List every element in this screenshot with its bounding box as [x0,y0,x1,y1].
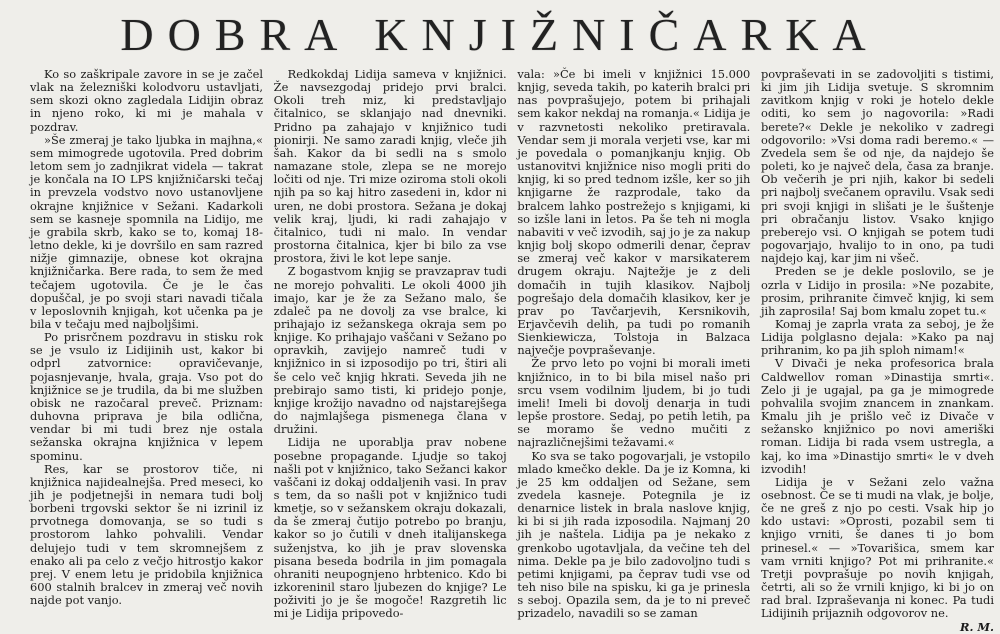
article-paragraph: vala: »Če bi imeli v knjižnici 15.000 knjig, seveda takih, po katerih bralci pri nas povprašujejo, potem bi prihajali sem kakor nekdaj na romanja.« Lidija je v razvnetosti nekoliko pretiravala. Vendar sem ji morala verjeti vse, kar mi je povedala o pomanjkanju knjig. Ob ustanovitvi knjižnice niso mogli priti do knjig, ki so pred tednom izšle, ker so jih knjigarne že razprodale, tako da bralcem lahko postrežejo s knjigami, ki so izšle lani in letos. Pa še teh ni mogla nabaviti v več izvodih, saj jo je za nakup knjig bolj skopo odmerili denar, čeprav se zmeraj več kakor v marsikaterem drugem okraju. Najtežje je z deli domačih in tujih klasikov. Najbolj pogrešajo dela domačih klasikov, ker je prav po Tavčarjevih, Kersnikovih, Erjavčevih delih, pa tudi po romanih Sienkiewicza, Tolstoja in Balzaca največje povpraševanje. [517,67,751,358]
article-paragraph: Res, kar se prostorov tiče, ni knjižnica najidealnejša. Pred meseci, ko jih je podjetnejši in nemara tudi bolj borbeni trgovski sektor še ni izrinil iz prvotnega domovanja, se so tudi s prostorom lahko pohvalili. Vendar delujejo tudi v tem skromnejšem z enako ali pa celo z večjo hitrostjo kakor prej. V enem letu je pridobila knjižnica 600 stalnih bralcev in zmeraj več novih najde pot vanjo. [30,461,263,608]
article-paragraph: Redkokdaj Lidija sameva v knjižnici. Že navsezgodaj pridejo prvi bralci. Okoli treh miz, ki predstavljajo čitalnico, se sklanjajo nad dnevniki. Pridno pa zahajajo v knjižnico tudi pionirji. Ne samo zaradi knjig, vleče jih šah. Kakor da bi sedli na s smolo namazane stole, zlepa se ne morejo ločiti od nje. Tri mize oziroma stoli okoli njih pa so kaj hitro zasedeni in, kdor ni uren, ne dobi prostora. Sežana je dokaj velik kraj, ljudi, ki radi zahajajo v čitalnico, tudi ni malo. In vendar prostorna čitalnica, kjer bi bilo za vse prostora, živi le kot lepe sanje. [273,67,507,266]
article-paragraph: Lidija ne uporablja prav nobene posebne propagande. Ljudje so takoj našli pot v knjižnico, tako Sežanci kakor vaščani iz dokaj oddaljenih vasi. In prav s tem, da so našli pot v knjižnico tudi kmetje, so v sežanskem okraju dokazali, da še zmeraj čutijo potrebo po branju, kakor so jo čutili v dneh italijanskega suženjstva, ko jih je prav slovenska pisana beseda bodrila in jim pomagala ohraniti neupognjeno hrbtenico. Kdo bi izkoreninil staro ljubezen do knjige? Le poživiti jo je še mogoče! Razgretih lic mi je Lidija pripovedo- [273,435,507,621]
article-paragraph: Že prvo leto po vojni bi morali imeti knjižnico, in to bi bila misel našo pri srcu vsem vodilnim ljudem, bi jo tudi imeli! Imeli bi dovolj denarja in tudi lepše prostore. Sedaj, po petih letih, pa se moramo še vedno mučiti z najrazličnejšimi težavami.« [517,356,751,450]
article-paragraph: Z bogastvom knjig se pravzaprav tudi ne morejo pohvaliti. Le okoli 4000 jih imajo, kar je že za Sežano malo, še zdaleč pa ne dovolj za vse bralce, ki prihajajo iz sežanskega okraja sem po knjige. Ko prihajajo vaščani v Sežano po opravkih, zavijejo namreč tudi v knjižnico in si izposodijo po tri, štiri ali še celo več knjig hkrati. Seveda jih ne prebirajo samo tisti, ki pridejo ponje, knjige krožijo navadno od najstarejšega do najmlajšega pismenega člana v družini. [273,264,507,437]
column-3 [517,67,751,621]
column-4 [760,67,994,634]
column-1 [30,67,263,608]
article-paragraph: Lidija je v Sežani zelo važna osebnost. Če se ti mudi na vlak, je bolje, če ne greš z njo po cesti. Vsak hip jo kdo ustavi: »Oprosti, pozabil sem ti knjigo vrniti, še danes ti jo bom prinesel.« — »Tovarišica, smem kar vam vrniti knjigo? Pot mi prihranite.« Tretji povprašuje po novih knjigah, četrti, ali so že vrnili knjigo, ki bi jo on rad bral. Izpraševanja ni konec. Pa tudi Lidijinih prijaznih odgovorov ne. [760,474,994,621]
article-paragraph: »Še zmeraj je tako ljubka in majhna,« sem mimogrede ugotovila. Pred dobrim letom sem jo zadnjikrat videla — takrat je končala na IO LPS knjižničarski tečaj in prevzela vodstvo novo ustanovljene okrajne knjižnice v Sežani. Kadarkoli sem se kasneje spomnila na Lidijo, me je grabila skrb, kako se to, komaj 18-letno dekle, ki je dovršilo en sam razred nižje gimnazije, obnese kot okrajna knjižničarka. Bere rada, to sem že med tečajem ugotovila. Če je le čas dopuščal, je po svoji stari navadi tičala v leposlovnih knjigah, kot učenka pa je bila v tečaju med najboljšimi. [30,132,263,331]
article-paragraph: Po prisrčnem pozdravu in stisku rok se je vsulo iz Lidijinih ust, kakor bi odprl zatvornice: opravičevanje, pojasnjevanje, hvala, graja. Vso pot do knjižnice se je trudila, da bi me služben obisk ne razočaral preveč. Priznam: duhovna priprava je bila odlična, vendar bi mi tudi brez nje ostala sežanska okrajna knjižnica v lepem spominu. [30,330,263,463]
column-2 [273,67,507,621]
article-paragraph: V Divači je neka profesorica brala Caldwellov roman »Dinastija smrti«. Zelo ji je ugajal, pa ga je mimogrede pohvalila svojim znancem in znankam. Kmalu jih je prišlo več iz Divače v sežansko knjižnico po novi ameriški roman. Lidija bi rada vsem ustregla, a kaj, ko ima »Dinastijo smrti« le v dveh izvodih! [760,356,994,476]
article-paragraph: Preden se je dekle poslovilo, se je ozrla v Lidijo in prosila: »Ne pozabite, prosim, prihranite čimveč knjig, ki sem jih zaprosila! Saj bom kmalu zopet tu.« [760,264,994,318]
article-headline: DOBRA KNJIŽNIČARKA [120,9,880,60]
article-paragraph: Ko sva se tako pogovarjali, je vstopilo mlado kmečko dekle. Da je iz Komna, ki je 25 km oddaljen od Sežane, sem zvedela kasneje. Potegnila je iz denarnice listek in brala naslove knjig, ki bi si jih rada izposodila. Najmanj 20 jih je naštela. Lidija pa je nekako z grenkobo ugotavljala, da večine teh del nima. Dekle pa je bilo zadovoljno tudi s petimi knjigami, pa čeprav tudi vse od teh niso bile na spisku, ki ga je prinesla s seboj. Opazila sem, da je to ni preveč prizadelo, navadili so se zaman [517,448,751,621]
author-signature: R. M. [959,619,994,634]
article-paragraph: Komaj je zaprla vrata za seboj, je že Lidija polglasno dejala: »Kako pa naj prihranim, ko pa jih sploh nimam!« [760,316,994,358]
article-paragraph: Ko so zaškripale zavore in se je začel vlak na železniški kolodvoru ustavljati, sem skozi okno zagledala Lidijin obraz in njeno roko, ki mi je mahala v pozdrav. [30,67,263,134]
article-paragraph: povpraševati in se zadovoljiti s tistimi, ki jim jih Lidija svetuje. S skromnim zavitkom knjig v roki je hotelo dekle oditi, ko sem jo nagovorila: »Radi berete?« Dekle je nekoliko v zadregi odgovorilo: »Vsi doma radi beremo.« — Zvedela sem še od nje, da najdejo še poleti, ko je največ dela, časa za branje. Ob večerih je pri njih, kakor bi sedeli pri najbolj svečanem opravilu. Vsak sedi pri svoji knjigi in slišati je le šuštenje pri obračanju listov. Vsako knjigo preberejo vsi. O knjigah se potem tudi pogovarjajo, hvalijo to in ono, pa tudi najdejo kaj, kar jim ni všeč. [760,67,994,266]
article-body [30,67,994,634]
